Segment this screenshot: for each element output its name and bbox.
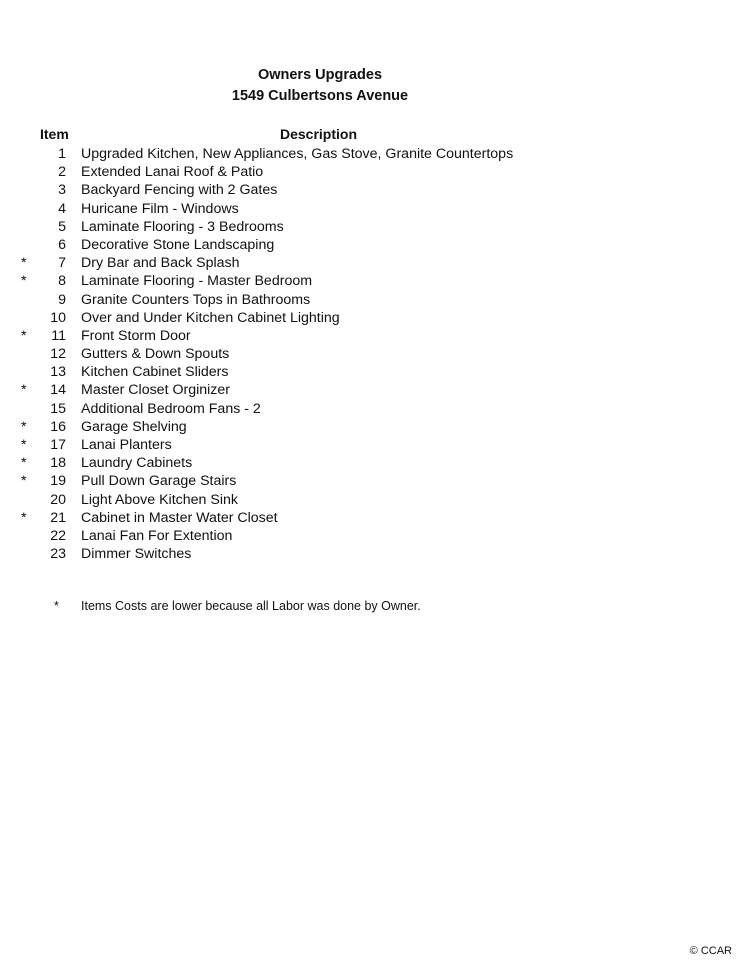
table-row (0, 272, 741, 290)
footnote-asterisk: * (54, 599, 59, 613)
item-number: 23 (50, 546, 66, 563)
item-description: Front Storm Door (81, 327, 191, 344)
owner-labor-asterisk: * (21, 418, 27, 435)
item-description: Decorative Stone Landscaping (81, 236, 275, 253)
upgrades-table (0, 145, 741, 563)
item-description: Backyard Fencing with 2 Gates (81, 182, 278, 199)
item-number: 4 (58, 200, 66, 217)
table-row (0, 491, 741, 509)
table-row (0, 254, 741, 272)
item-description: Laminate Flooring - 3 Bedrooms (81, 218, 284, 235)
page-title: Owners Upgrades (257, 67, 383, 83)
item-number: 12 (50, 346, 66, 363)
table-row (0, 181, 741, 199)
copyright-notice: © CCAR (689, 945, 732, 957)
item-number: 18 (50, 455, 66, 472)
owner-labor-asterisk: * (21, 455, 27, 472)
table-row (0, 236, 741, 254)
item-number: 14 (50, 382, 66, 399)
owner-labor-asterisk: * (21, 437, 27, 453)
table-row (0, 527, 741, 545)
item-description: Kitchen Cabinet Sliders (81, 364, 229, 381)
item-description: Lanai Planters (81, 437, 172, 453)
table-row (0, 381, 741, 399)
item-number: 5 (58, 218, 66, 235)
item-description: Pull Down Garage Stairs (81, 473, 237, 490)
owner-labor-asterisk: * (21, 509, 27, 526)
owner-labor-asterisk: * (21, 327, 27, 344)
item-description: Laminate Flooring - Master Bedroom (81, 273, 313, 290)
owner-labor-asterisk: * (21, 255, 27, 272)
item-description: Granite Counters Tops in Bathrooms (81, 291, 311, 308)
item-description: Additional Bedroom Fans - 2 (81, 400, 261, 417)
table-row (0, 200, 741, 218)
table-row (0, 418, 741, 436)
item-number: 15 (50, 400, 66, 417)
table-row (0, 363, 741, 381)
item-description: Dimmer Switches (81, 546, 192, 563)
item-number: 19 (50, 473, 66, 490)
owner-labor-asterisk: * (21, 273, 27, 290)
item-number: 1 (58, 146, 66, 162)
table-row (0, 472, 741, 490)
item-number: 16 (50, 418, 66, 435)
table-row (0, 345, 741, 363)
item-number: 21 (50, 509, 66, 526)
item-number: 10 (50, 309, 66, 326)
item-number: 20 (50, 491, 66, 508)
footnote-text: Items Costs are lower because all Labor was done by Owner. (81, 599, 421, 613)
item-description: Dry Bar and Back Splash (81, 255, 240, 272)
item-column-header: Item (40, 126, 69, 142)
item-number: 17 (50, 437, 66, 453)
table-row (0, 309, 741, 327)
item-description: Cabinet in Master Water Closet (81, 509, 278, 526)
item-description: Over and Under Kitchen Cabinet Lighting (81, 309, 340, 326)
item-number: 6 (58, 236, 66, 253)
item-description: Upgraded Kitchen, New Appliances, Gas Stove, Granite Countertops (81, 146, 514, 162)
table-row (0, 400, 741, 418)
item-description: Extended Lanai Roof & Patio (81, 164, 264, 181)
table-row (0, 163, 741, 181)
item-description: Garage Shelving (81, 418, 187, 435)
owner-labor-asterisk: * (21, 382, 27, 399)
item-number: 22 (50, 527, 66, 544)
item-number: 11 (51, 327, 66, 344)
item-number: 7 (58, 255, 66, 272)
table-row (0, 291, 741, 309)
table-row (0, 218, 741, 236)
item-description: Gutters & Down Spouts (81, 346, 230, 363)
table-row (0, 145, 741, 163)
table-row (0, 454, 741, 472)
item-description: Master Closet Orginizer (81, 382, 231, 399)
table-row (0, 436, 741, 454)
table-row (0, 545, 741, 563)
table-row (0, 509, 741, 527)
item-number: 3 (58, 182, 66, 199)
item-number: 2 (58, 164, 66, 181)
item-description: Laundry Cabinets (81, 455, 193, 472)
item-description: Lanai Fan For Extention (81, 527, 233, 544)
description-column-header: Description (280, 126, 358, 142)
page-subtitle: 1549 Culbertsons Avenue (231, 88, 409, 104)
table-row (0, 327, 741, 345)
item-description: Huricane Film - Windows (81, 200, 239, 217)
item-number: 8 (58, 273, 66, 290)
item-number: 9 (58, 291, 66, 308)
item-number: 13 (50, 364, 66, 381)
owner-labor-asterisk: * (21, 473, 27, 490)
item-description: Light Above Kitchen Sink (81, 491, 238, 508)
